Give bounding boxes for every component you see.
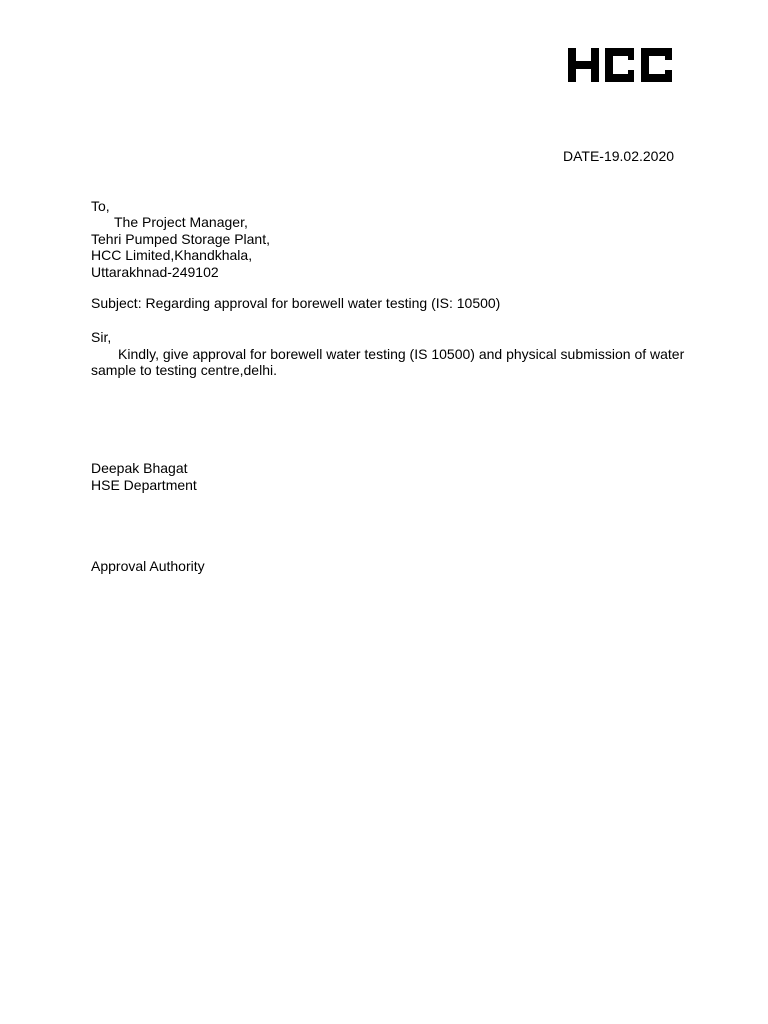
recipient-line: Tehri Pumped Storage Plant, (91, 230, 270, 247)
signatory-name: Deepak Bhagat (91, 460, 188, 476)
salutation: Sir, (91, 329, 112, 345)
to-label: To, (91, 198, 110, 214)
hcc-logo (568, 48, 672, 82)
signatory-department: HSE Department (91, 477, 197, 493)
letter-date: DATE-19.02.2020 (563, 148, 675, 164)
recipient-line: HCC Limited,Khandkhala, (91, 247, 253, 264)
recipient-line: Uttarakhnad-249102 (91, 263, 219, 280)
recipient-address (91, 198, 270, 280)
letter-subject: Subject: Regarding approval for borewell water testing (IS: 10500) (91, 295, 501, 311)
recipient-line: The Project Manager, (114, 214, 248, 231)
body-line: Kindly, give approval for borewell water testing (IS 10500) and physical submission of water (118, 346, 685, 362)
letter-body (91, 346, 691, 379)
approval-authority-label: Approval Authority (91, 558, 205, 574)
body-line: sample to testing centre,delhi. (91, 362, 277, 379)
